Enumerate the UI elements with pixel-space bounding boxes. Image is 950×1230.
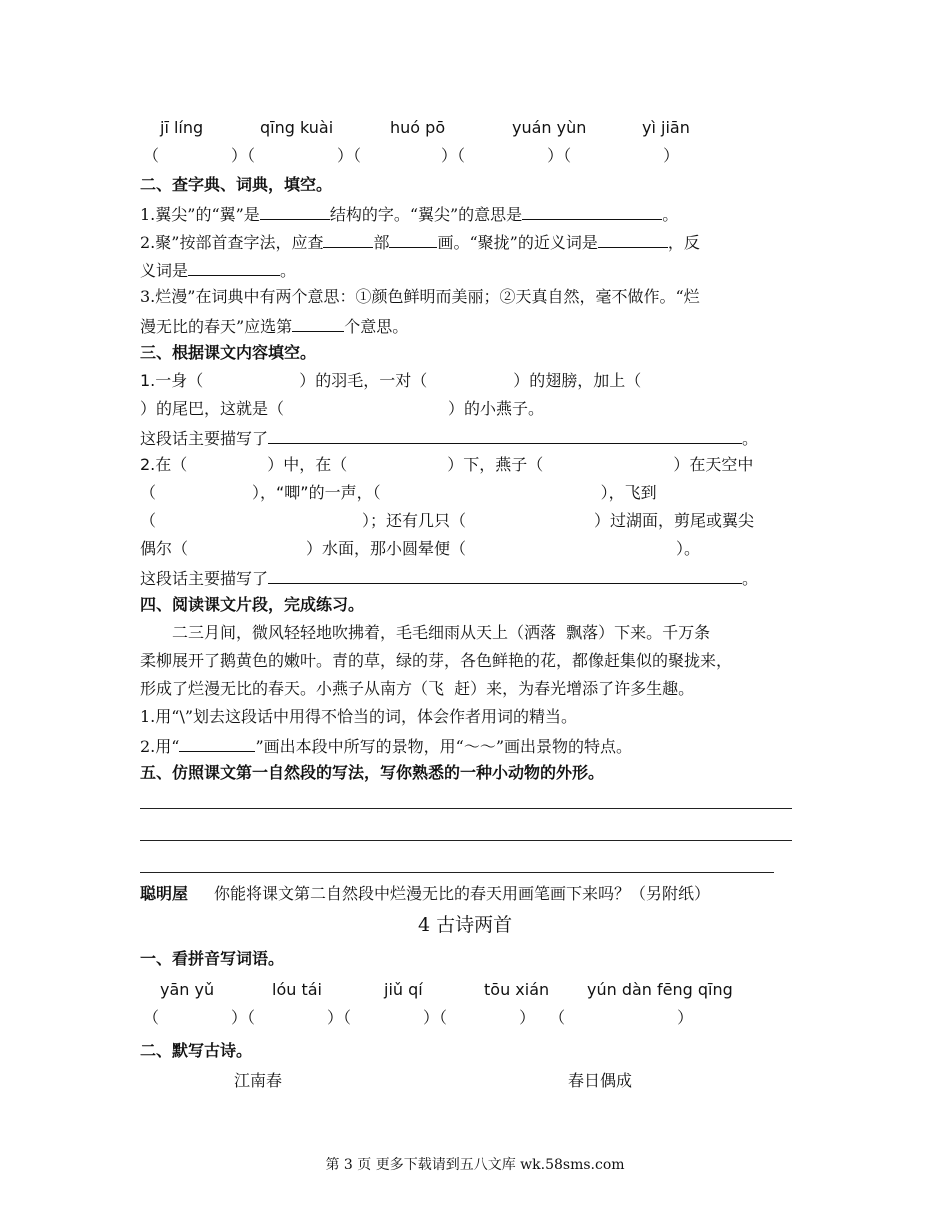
passage-line: 二三月间，微风轻轻地吹拂着，毛毛细雨从天上（洒落 飘落）下来。千万条 <box>172 623 711 642</box>
smart-house-label: 聪明屋 <box>140 884 189 903</box>
question-text: ，反 <box>667 233 700 252</box>
question-line <box>140 539 700 559</box>
pinyin-word: yì jiān <box>642 118 690 137</box>
pinyin-word: lóu tái <box>272 980 322 999</box>
section-heading: 三、根据课文内容填空。 <box>140 343 317 362</box>
writing-line <box>140 872 774 873</box>
blank-line <box>323 231 373 248</box>
lesson-title: 4 古诗两首 <box>418 914 513 936</box>
question-line <box>140 567 758 589</box>
question-line <box>140 399 544 419</box>
blank-line <box>292 315 344 332</box>
blank-line <box>179 735 255 752</box>
pinyin-word: yuán yùn <box>512 118 587 137</box>
question-text: （ <box>140 483 157 502</box>
question-text: 画。“聚拢”的近义词是 <box>437 233 598 252</box>
passage-line: 柔柳展开了鹅黄色的嫩叶。青的草，绿的芽，各色鲜艳的花，都像赶集似的聚拢来， <box>140 651 733 670</box>
question-text: 义词是 <box>140 261 189 280</box>
question-line <box>140 203 678 225</box>
blank-line <box>598 231 668 248</box>
page-footer: 第 3 页 更多下载请到五八文库 wk.58sms.com <box>325 1157 625 1173</box>
question-text: ）的羽毛，一对（ <box>299 371 428 390</box>
passage-line: 形成了烂漫无比的春天。小燕子从南方（飞 赶）来，为春光增添了许多生趣。 <box>140 679 695 698</box>
question-line: 1.用“\”划去这段话中用得不恰当的词，体会作者用词的精当。 <box>140 707 578 726</box>
question-text: 2.聚”按部首查字法，应查 <box>140 233 324 252</box>
question-text: 。 <box>280 261 297 280</box>
question-text: ）中，在（ <box>267 455 348 474</box>
question-line <box>140 735 632 757</box>
section-heading: 四、阅读课文片段，完成练习。 <box>140 595 365 614</box>
pinyin-word: jiǔ qí <box>384 980 423 999</box>
question-line: 3.烂漫”在词典中有两个意思：①颜色鲜明而美丽；②天真自然，毫不做作。“烂 <box>140 287 700 306</box>
question-text: ）过湖面，剪尾或翼尖 <box>594 511 755 530</box>
question-line <box>140 483 657 503</box>
pinyin-word: yān yǔ <box>160 980 215 999</box>
question-text: ）的小燕子。 <box>448 399 545 418</box>
pinyin-word: huó pō <box>390 118 446 137</box>
question-text: ）的尾巴，这就是（ <box>140 399 285 418</box>
question-text: （ <box>140 511 157 530</box>
question-text: 漫无比的春天”应选第 <box>140 317 293 336</box>
section-heading: 二、默写古诗。 <box>140 1041 253 1060</box>
writing-line <box>140 808 792 809</box>
question-text: 结构的字。“翼尖”的意思是 <box>329 205 523 224</box>
question-text: ）水面，那小圆晕便（ <box>306 539 467 558</box>
blank-line <box>260 203 330 220</box>
question-text: 。 <box>742 569 759 588</box>
question-line <box>140 427 758 449</box>
question-text: 这段话主要描写了 <box>140 569 269 588</box>
pinyin-word: yún dàn fēng qīng <box>587 980 733 999</box>
smart-house-line <box>140 884 710 904</box>
question-line <box>140 231 700 253</box>
answer-brackets-row: （ ）（ ）（ ）（ ） （ ） <box>143 1008 694 1027</box>
question-text: 1.一身（ <box>140 371 204 390</box>
question-text: ）；还有几只（ <box>362 511 467 530</box>
question-text: ）下，燕子（ <box>447 455 544 474</box>
question-text: ）。 <box>676 539 701 558</box>
question-text: ）在天空中 <box>673 455 754 474</box>
question-text: 。 <box>662 205 679 224</box>
smart-house-text: 你能将课文第二自然段中烂漫无比的春天用画笔画下来吗？（另附纸） <box>214 884 711 903</box>
section-heading: 一、看拼音写词语。 <box>140 949 285 968</box>
section-heading: 五、仿照课文第一自然段的写法，写你熟悉的一种小动物的外形。 <box>140 763 605 782</box>
blank-line <box>522 203 662 220</box>
question-line <box>140 259 296 281</box>
pinyin-word: tōu xián <box>484 980 550 999</box>
blank-line <box>268 567 742 584</box>
question-text: 这段话主要描写了 <box>140 429 269 448</box>
question-line <box>140 371 641 391</box>
question-text: 偶尔（ <box>140 539 189 558</box>
question-text: 2.用“ <box>140 737 180 756</box>
poem-title: 春日偶成 <box>568 1071 633 1090</box>
question-text: ”画出本段中所写的景物，用“～～”画出景物的特点。 <box>255 737 632 756</box>
question-text: ），“唧”的一声，（ <box>252 483 381 502</box>
question-text: 1.翼尖”的“翼”是 <box>140 205 260 224</box>
answer-brackets-row: （ ）（ ）（ ）（ ）（ ） <box>143 146 680 165</box>
blank-line <box>389 231 437 248</box>
question-text: ），飞到 <box>600 483 657 502</box>
question-text: 2.在（ <box>140 455 188 474</box>
pinyin-word: qīng kuài <box>260 118 334 137</box>
question-line <box>140 511 754 531</box>
question-line <box>140 315 408 337</box>
pinyin-word: jī líng <box>160 118 204 137</box>
blank-line <box>268 427 742 444</box>
writing-line <box>140 840 792 841</box>
question-text: 。 <box>742 429 759 448</box>
section-heading: 二、查字典、词典，填空。 <box>140 175 333 194</box>
poem-title: 江南春 <box>234 1071 283 1090</box>
question-text: 部 <box>373 233 390 252</box>
question-text: 个意思。 <box>344 317 409 336</box>
question-line <box>140 455 753 475</box>
question-text: ）的翅膀，加上（ <box>513 371 642 390</box>
blank-line <box>188 259 280 276</box>
